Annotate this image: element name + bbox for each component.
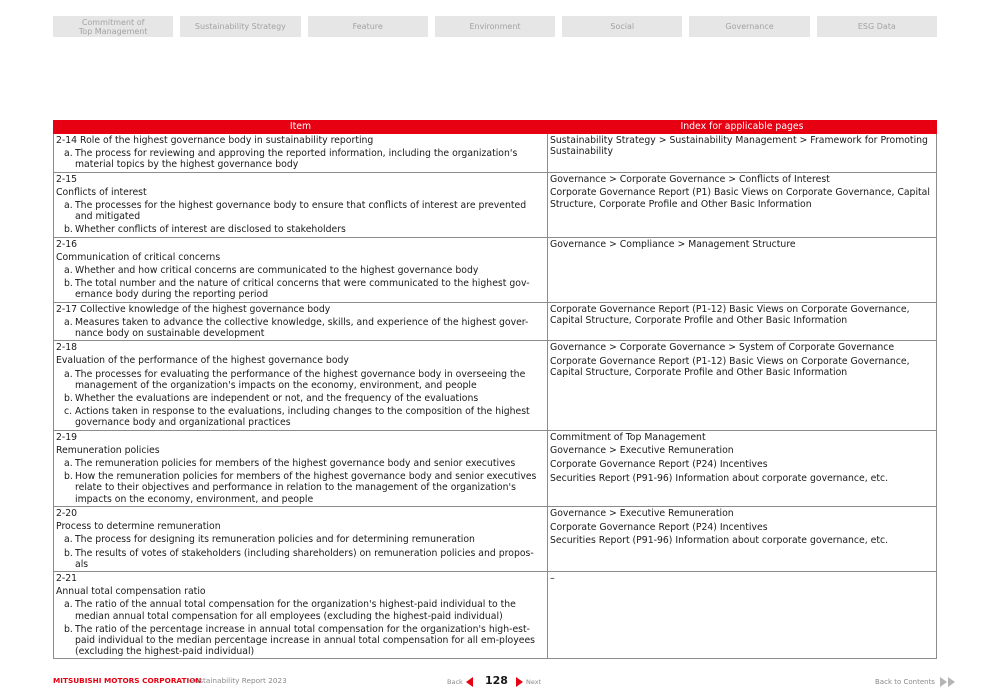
requirement-item [56, 458, 545, 469]
table-header-row [54, 121, 937, 134]
tab-sustainability-strategy[interactable]: Sustainability Strategy [180, 16, 300, 37]
requirement-text: Actions taken in response to the evaluations, including changes to the composition of the highest governance body and organizational practices [75, 406, 530, 429]
disclosure-title: Remuneration policies [56, 444, 160, 456]
requirement-text: The ratio of the annual total compensation for the organization's highest-paid individual to the median annual total compensation for all employees (excluding the highest-paid individual) [75, 599, 516, 622]
requirement-item [56, 406, 545, 428]
next-arrow-icon [516, 677, 523, 687]
requirement-letter: b. [64, 547, 73, 559]
back-label: Back [447, 678, 463, 686]
table-row [54, 506, 937, 571]
item-cell [54, 341, 548, 430]
index-link[interactable]: Governance > Corporate Governance > System of Corporate Governance [550, 342, 895, 354]
table-row [54, 341, 937, 430]
requirement-text: Measures taken to advance the collective knowledge, skills, and experience of the highest gover-nance body on sustainable development [75, 316, 529, 340]
disclosure-title: Annual total compensation ratio [56, 586, 206, 598]
table-row [54, 237, 937, 302]
requirement-item [56, 393, 545, 404]
disclosure-code: 2-15 [56, 173, 78, 185]
requirement-item [56, 148, 545, 170]
index-link[interactable]: Corporate Governance Report (P24) Incentives [550, 521, 768, 533]
table-row [54, 302, 937, 341]
index-link[interactable]: – [550, 572, 555, 584]
next-button[interactable] [516, 677, 541, 687]
index-link[interactable]: Corporate Governance Report (P1-12) Basic Views on Corporate Governance, Capital Structure, Corporate Profile and Other Basic Information [550, 303, 910, 326]
requirement-text: Whether conflicts of interest are disclosed to stakeholders [75, 224, 346, 236]
item-cell [54, 571, 548, 658]
company-brand: MITSUBISHI MOTORS CORPORATION [53, 676, 202, 685]
index-cell [548, 506, 937, 571]
index-link[interactable]: Securities Report (P91-96) Information about corporate governance, etc. [550, 472, 889, 484]
requirement-letter: b. [64, 471, 73, 483]
item-cell [54, 237, 548, 302]
index-link[interactable]: Governance > Executive Remuneration [550, 445, 734, 457]
index-link[interactable]: Securities Report (P91-96) Information about corporate governance, etc. [550, 535, 889, 547]
requirement-item [56, 265, 545, 276]
footer [53, 675, 959, 689]
requirement-text: The total number and the nature of critical concerns that were communicated to the highest gov-ernance body during the reporting period [75, 278, 530, 301]
requirement-letter: b. [64, 278, 73, 290]
disclosure-code: 2-17 Collective knowledge of the highest governance body [56, 303, 331, 315]
requirement-item [56, 548, 545, 570]
index-cell [548, 341, 937, 430]
disclosure-title: Evaluation of the performance of the highest governance body [56, 355, 349, 367]
requirement-item [56, 317, 545, 339]
requirement-letter: a. [64, 148, 73, 160]
requirement-letter: b. [64, 623, 73, 635]
requirement-text: The results of votes of stakeholders (including shareholders) on remuneration policies and propos-als [75, 547, 534, 570]
disclosure-title: Conflicts of interest [56, 186, 147, 198]
column-header-index: Index for applicable pages [548, 121, 937, 134]
requirement-text: The process for designing its remuneration policies and for determining remuneration [75, 534, 475, 546]
item-cell [54, 134, 548, 173]
requirement-letter: b. [64, 224, 73, 236]
table-row [54, 134, 937, 173]
disclosure-title: Communication of critical concerns [56, 251, 221, 263]
disclosure-title: Process to determine remuneration [56, 521, 221, 533]
tab-governance[interactable]: Governance [689, 16, 809, 37]
index-cell [548, 172, 937, 237]
report-title: Sustainability Report 2023 [190, 676, 287, 685]
back-to-contents-label: Back to Contents [875, 678, 935, 686]
item-cell [54, 506, 548, 571]
table-row [54, 430, 937, 506]
tab-commitment-of-top-management[interactable]: Commitment of Top Management [53, 16, 173, 37]
disclosure-code: 2-21 [56, 572, 78, 584]
requirement-text: The ratio of the percentage increase in annual total compensation for the organization's high-est-paid individual to the median percentage increase in annual total compensation for all em-ployees (excluding the highest-paid individual) [75, 623, 536, 658]
index-link[interactable]: Corporate Governance Report (P24) Incentives [550, 459, 768, 471]
requirement-letter: a. [64, 599, 73, 611]
index-link[interactable]: Governance > Executive Remuneration [550, 507, 734, 519]
tab-environment[interactable]: Environment [435, 16, 555, 37]
requirement-letter: a. [64, 200, 73, 212]
disclosure-code: 2-14 Role of the highest governance body in sustainability reporting [56, 135, 374, 146]
index-link[interactable]: Corporate Governance Report (P1) Basic Views on Corporate Governance, Capital Structure, Corporate Profile and Other Basic Information [550, 187, 930, 210]
disclosure-code: 2-16 [56, 238, 78, 250]
requirement-item [56, 599, 545, 621]
requirement-letter: a. [64, 458, 73, 470]
requirement-item [56, 369, 545, 391]
requirement-text: Whether and how critical concerns are communicated to the highest governance body [75, 265, 479, 277]
requirement-letter: c. [64, 406, 73, 418]
disclosure-code: 2-20 [56, 507, 78, 519]
index-cell [548, 237, 937, 302]
requirement-text: The processes for the highest governance body to ensure that conflicts of interest are prevented and mitigated [75, 200, 527, 223]
requirement-letter: a. [64, 265, 73, 277]
requirement-item [56, 624, 545, 658]
item-cell [54, 430, 548, 506]
index-cell [548, 571, 937, 658]
requirement-letter: a. [64, 534, 73, 546]
requirement-text: How the remuneration policies for members of the highest governance body and senior executives relate to their objectives and performance in relation to the management of the organization's impacts on the economy, environment, and people [75, 471, 537, 505]
item-cell [54, 172, 548, 237]
index-cell [548, 134, 937, 173]
table-row [54, 172, 937, 237]
double-arrow-icon [940, 677, 955, 687]
requirement-text: The remuneration policies for members of the highest governance body and senior executives [75, 458, 516, 470]
requirement-letter: a. [64, 368, 73, 380]
item-cell [54, 302, 548, 341]
requirement-text: Whether the evaluations are independent or not, and the frequency of the evaluations [75, 393, 479, 405]
back-arrow-icon [466, 677, 473, 687]
index-link[interactable]: Governance > Compliance > Management Structure [550, 238, 796, 250]
top-navigation [53, 16, 937, 37]
back-button[interactable] [447, 677, 473, 687]
requirement-item [56, 534, 545, 545]
requirement-text: The process for reviewing and approving the reported information, including the organization's material topics by the highest governance body [75, 148, 518, 171]
requirement-text: The processes for evaluating the performance of the highest governance body in overseeing the management of the organization's impacts on the economy, environment, and people [75, 368, 526, 391]
requirement-letter: b. [64, 393, 73, 405]
requirement-letter: a. [64, 316, 73, 328]
index-link[interactable]: Corporate Governance Report (P1-12) Basic Views on Corporate Governance, Capital Structure, Corporate Profile and Other Basic Information [550, 355, 910, 379]
requirement-item [56, 224, 545, 235]
disclosure-code: 2-19 [56, 431, 78, 443]
page-number: 128 [485, 674, 508, 687]
requirement-item [56, 278, 545, 300]
index-cell [548, 430, 937, 506]
next-label: Next [526, 678, 542, 686]
tab-esg-data[interactable]: ESG Data [817, 16, 937, 37]
requirement-item [56, 471, 545, 505]
index-link[interactable]: Sustainability Strategy > Sustainability Management > Framework for Promoting Sustainability [550, 135, 928, 158]
back-to-contents-link[interactable] [875, 677, 955, 687]
index-cell [548, 302, 937, 341]
tab-feature[interactable]: Feature [308, 16, 428, 37]
disclosure-code: 2-18 [56, 342, 78, 354]
gri-index-table [53, 120, 937, 659]
index-link[interactable]: Commitment of Top Management [550, 431, 706, 443]
index-link[interactable]: Governance > Corporate Governance > Conflicts of Interest [550, 173, 830, 185]
column-header-item: Item [54, 121, 548, 134]
requirement-item [56, 200, 545, 222]
tab-social[interactable]: Social [562, 16, 682, 37]
table-row [54, 571, 937, 658]
